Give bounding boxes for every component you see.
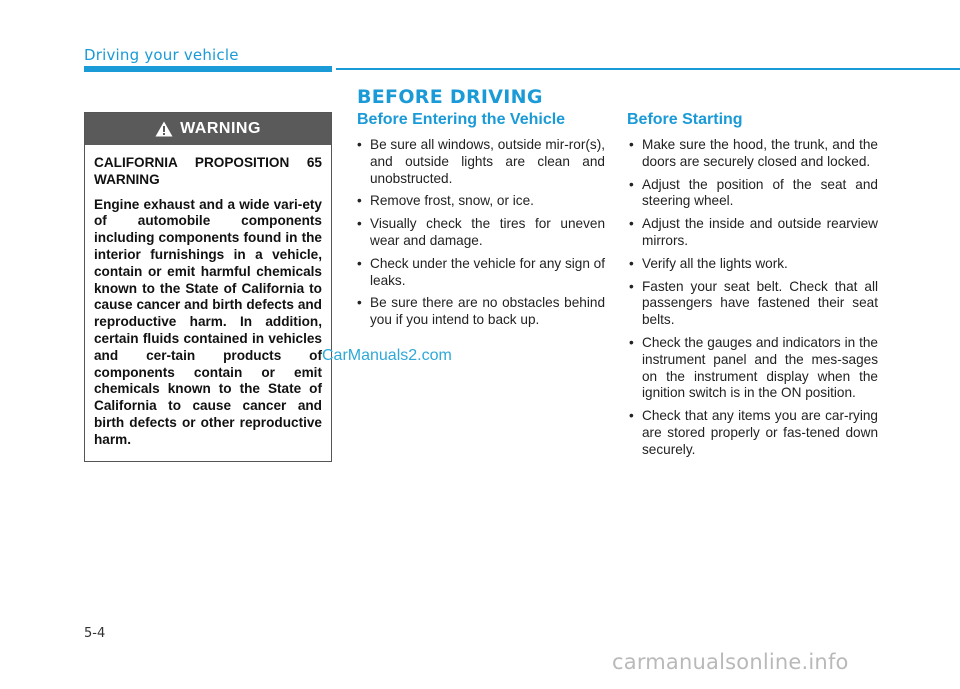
warning-text: Engine exhaust and a wide vari-ety of automobile components including components found in the interior furnishings in a vehicle, contain or emit harmful chemicals known to the State of California to cause cancer and birth defects and reproductive harm. In addition, certain fluids contained in vehicles and cer-tain products of components contain or emit chemicals known to the State of California to cause cancer and birth defects or other reproductive harm. [94, 196, 322, 447]
list-item: • Check that any items you are car-rying are stored properly or fas-tened down securely. [629, 408, 878, 457]
bullet-icon: • [629, 255, 634, 271]
warning-heading: CALIFORNIA PROPOSITION 65 WARNING [94, 155, 322, 187]
warning-body [85, 145, 331, 449]
list-item: • Remove frost, snow, or ice. [357, 193, 534, 209]
page-number: 5-4 [84, 626, 106, 641]
bullet-icon: • [357, 137, 362, 152]
header-rule-thin [336, 68, 960, 70]
bullet-icon: • [629, 408, 634, 424]
list-item: • Be sure there are no obstacles behind you if you intend to back up. [357, 295, 605, 328]
bullet-icon: • [629, 216, 634, 232]
bullet-icon: • [357, 255, 362, 271]
list-item: • Check under the vehicle for any sign of leaks. [357, 255, 606, 288]
footer-watermark: carmanualsonline.info [612, 650, 849, 674]
bullet-icon: • [357, 295, 362, 311]
bullet-icon: • [629, 137, 634, 152]
bullet-icon: • [357, 193, 362, 209]
list-item: • Be sure all windows, outside mir-ror(s), and outside lights are clean and unobstructed. [357, 137, 605, 186]
list-item: • Verify all the lights work. [629, 255, 788, 271]
list-item: • Adjust the inside and outside rearview mirrors. [629, 216, 878, 248]
warning-box [84, 112, 332, 462]
chapter-title: Driving your vehicle [84, 46, 239, 64]
list-item: • Fasten your seat belt. Check that all passengers have fastened their seat belts. [629, 278, 878, 328]
list-item: • Check the gauges and indicators in the instrument panel and the mes-sages on the instrument display when the ignition switch is in the ON position. [629, 334, 878, 401]
before-entering-list [355, 137, 605, 335]
list-item: • Visually check the tires for uneven wear and damage. [357, 216, 605, 248]
before-entering-title: Before Entering the Vehicle [357, 111, 566, 128]
list-item: • Adjust the position of the seat and steering wheel. [629, 176, 878, 209]
section-title: BEFORE DRIVING [357, 86, 543, 108]
bullet-icon: • [629, 176, 634, 192]
watermark-link[interactable]: CarManuals2.com [322, 347, 452, 364]
warning-label: WARNING [180, 120, 261, 137]
before-starting-list [627, 137, 878, 465]
bullet-icon: • [357, 216, 362, 232]
list-item: • Make sure the hood, the trunk, and the doors are securely closed and locked. [629, 137, 878, 169]
warning-triangle-icon [155, 121, 173, 137]
bullet-icon: • [629, 334, 634, 350]
bullet-icon: • [629, 278, 634, 294]
header-rule-thick [84, 66, 332, 72]
before-starting-title: Before Starting [627, 111, 743, 128]
warning-header [85, 113, 331, 145]
